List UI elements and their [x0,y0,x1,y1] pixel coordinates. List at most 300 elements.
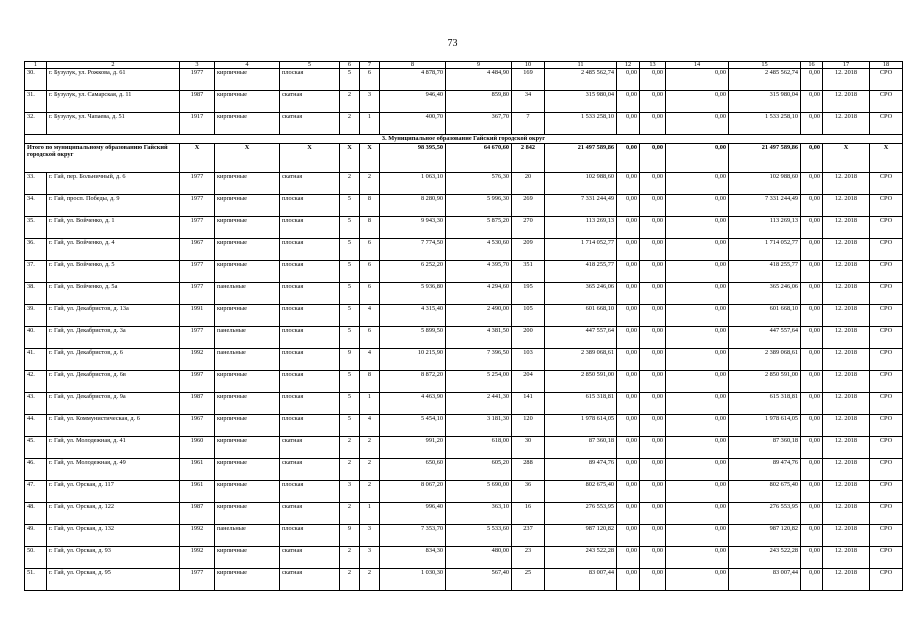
cell-sum: 1 978 614,05 [729,415,801,437]
column-number: 15 [729,62,801,69]
cell-wall: кирпичные [215,217,280,239]
cell-z1: 0,00 [617,569,640,591]
cell-p: 288 [512,459,545,481]
cell-due: 12. 2018 [823,261,870,283]
cell-n: 36. [25,239,47,261]
cell-year: 1997 [180,371,215,393]
cell-z3: 0,00 [666,91,729,113]
cell-a1: 8 067,20 [380,481,446,503]
cell-a2: 5 690,00 [446,481,512,503]
cell-z3: 0,00 [666,261,729,283]
cell-sum: 87 360,18 [729,437,801,459]
cell-z4: 0,00 [801,327,823,349]
cell-a2: 2 490,00 [446,305,512,327]
table-row [25,327,903,349]
cell-z2: 0,00 [640,371,666,393]
cell-n: 35. [25,217,47,239]
cell-op: СРО [870,283,903,305]
cell-addr: г. Бузулук, ул. Самарская, д. 11 [47,91,180,113]
cell-due: 12. 2018 [823,371,870,393]
cell-sum: 365 246,06 [729,283,801,305]
cell-a2: 567,40 [446,569,512,591]
cell-n: 43. [25,393,47,415]
cell-z1: 0,00 [617,261,640,283]
column-number: 11 [545,62,617,69]
cell-fl: 5 [340,195,360,217]
cell-addr: г. Гай, просп. Победы, д. 9 [47,195,180,217]
column-number: 3 [180,62,215,69]
cell-z1: 0,00 [617,327,640,349]
cell-op: СРО [870,415,903,437]
cell-fl: 9 [340,525,360,547]
cell-due: 12. 2018 [823,239,870,261]
cell-n: 31. [25,91,47,113]
cell-op: СРО [870,261,903,283]
cell-roof: плоская [280,415,340,437]
cell-op: СРО [870,195,903,217]
section-row [25,135,903,144]
cell-roof: скатная [280,569,340,591]
cell-fl: 5 [340,393,360,415]
column-number: 13 [640,62,666,69]
cell-year: 1992 [180,547,215,569]
cell-en: 2 [360,437,380,459]
cell-addr: г. Гай, ул. Войченко, д. 4 [47,239,180,261]
cell-wall: панельные [215,283,280,305]
cell-z3: 0,00 [666,113,729,135]
cell-p: 351 [512,261,545,283]
cell-a1: 8 280,90 [380,195,446,217]
cell-z4: 0,00 [801,459,823,481]
cell-p: 16 [512,503,545,525]
cell-fl: 2 [340,113,360,135]
cell-addr: г. Гай, ул. Коммунистическая, д. 6 [47,415,180,437]
table-row [25,217,903,239]
cell-fl: 5 [340,69,360,91]
cell-z4: 0,00 [801,437,823,459]
cell-cost: 7 331 244,49 [545,195,617,217]
cell-p: 237 [512,525,545,547]
cell-n: 40. [25,327,47,349]
cell-roof: скатная [280,113,340,135]
cell-z4: 0,00 [801,261,823,283]
cell-z4: 0,00 [801,283,823,305]
cell-a2: 4 294,60 [446,283,512,305]
cell-addr: г. Гай, ул. Декабристов, д. 3а [47,327,180,349]
cell-op: СРО [870,349,903,371]
cell-z1: 0,00 [617,525,640,547]
cell-z1: 0,00 [617,481,640,503]
cell-addr: г. Гай, ул. Войченко, д. 5а [47,283,180,305]
table-row [25,459,903,481]
cell-cost: 1 978 614,05 [545,415,617,437]
cell-z2: 0,00 [640,481,666,503]
cell-z4: 0,00 [801,569,823,591]
cell-z1: 0,00 [617,283,640,305]
cell-fl: 5 [340,305,360,327]
cell-sum: 315 980,04 [729,91,801,113]
cell-sum: 601 668,10 [729,305,801,327]
cell-a2: 7 396,50 [446,349,512,371]
cell-due: 12. 2018 [823,393,870,415]
cell-due: 12. 2018 [823,459,870,481]
cell-p: 169 [512,69,545,91]
cell-year: 1977 [180,569,215,591]
cell-op: СРО [870,91,903,113]
total-cell-x3: Х [280,144,340,173]
cell-n: 34. [25,195,47,217]
cell-n: 33. [25,173,47,195]
cell-n: 44. [25,415,47,437]
cell-year: 1977 [180,283,215,305]
cell-addr: г. Гай, ул. Молодежная, д. 49 [47,459,180,481]
cell-fl: 2 [340,437,360,459]
cell-en: 3 [360,547,380,569]
cell-z4: 0,00 [801,371,823,393]
cell-due: 12. 2018 [823,503,870,525]
cell-z2: 0,00 [640,569,666,591]
cell-op: СРО [870,217,903,239]
column-number: 9 [446,62,512,69]
total-cell-p: 2 842 [512,144,545,173]
cell-addr: г. Гай, ул. Декабристов, д. 9а [47,393,180,415]
cell-p: 270 [512,217,545,239]
cell-roof: плоская [280,525,340,547]
cell-sum: 243 522,28 [729,547,801,569]
cell-sum: 418 255,77 [729,261,801,283]
cell-cost: 2 485 562,74 [545,69,617,91]
cell-z4: 0,00 [801,393,823,415]
cell-z1: 0,00 [617,371,640,393]
total-label: Итого по муниципальному образованию Гайский городской округ [25,144,180,173]
cell-z3: 0,00 [666,437,729,459]
cell-en: 1 [360,503,380,525]
cell-year: 1977 [180,195,215,217]
cell-p: 195 [512,283,545,305]
cell-n: 37. [25,261,47,283]
cell-year: 1977 [180,327,215,349]
cell-op: СРО [870,481,903,503]
cell-z2: 0,00 [640,305,666,327]
cell-z3: 0,00 [666,327,729,349]
cell-roof: скатная [280,547,340,569]
cell-wall: кирпичные [215,481,280,503]
cell-p: 30 [512,437,545,459]
cell-en: 8 [360,371,380,393]
cell-a1: 7 353,70 [380,525,446,547]
cell-a2: 605,20 [446,459,512,481]
cell-sum: 802 675,40 [729,481,801,503]
cell-cost: 987 120,82 [545,525,617,547]
cell-due: 12. 2018 [823,283,870,305]
cell-op: СРО [870,437,903,459]
cell-z3: 0,00 [666,503,729,525]
cell-z2: 0,00 [640,503,666,525]
cell-a2: 363,10 [446,503,512,525]
cell-roof: скатная [280,503,340,525]
cell-roof: плоская [280,481,340,503]
cell-wall: кирпичные [215,503,280,525]
cell-en: 4 [360,415,380,437]
cell-year: 1992 [180,525,215,547]
cell-p: 209 [512,239,545,261]
cell-a1: 650,60 [380,459,446,481]
cell-op: СРО [870,459,903,481]
cell-z3: 0,00 [666,217,729,239]
cell-z4: 0,00 [801,481,823,503]
cell-z3: 0,00 [666,569,729,591]
cell-a1: 4 315,40 [380,305,446,327]
cell-cost: 315 980,04 [545,91,617,113]
cell-z2: 0,00 [640,69,666,91]
cell-fl: 2 [340,173,360,195]
cell-z4: 0,00 [801,547,823,569]
cell-z4: 0,00 [801,349,823,371]
cell-en: 2 [360,173,380,195]
cell-roof: плоская [280,371,340,393]
cell-a1: 834,30 [380,547,446,569]
table-row [25,481,903,503]
table-row [25,503,903,525]
cell-addr: г. Гай, пер. Больничный, д. 6 [47,173,180,195]
cell-a2: 4 530,60 [446,239,512,261]
cell-z4: 0,00 [801,113,823,135]
cell-n: 41. [25,349,47,371]
table-row [25,69,903,91]
cell-cost: 87 360,18 [545,437,617,459]
cell-z3: 0,00 [666,393,729,415]
column-number: 17 [823,62,870,69]
cell-z1: 0,00 [617,173,640,195]
cell-year: 1977 [180,173,215,195]
cell-z3: 0,00 [666,415,729,437]
cell-z2: 0,00 [640,525,666,547]
cell-z3: 0,00 [666,69,729,91]
cell-z3: 0,00 [666,525,729,547]
cell-n: 39. [25,305,47,327]
column-number: 16 [801,62,823,69]
cell-en: 2 [360,481,380,503]
cell-z3: 0,00 [666,305,729,327]
table-row [25,547,903,569]
cell-roof: плоская [280,349,340,371]
cell-due: 12. 2018 [823,349,870,371]
cell-fl: 2 [340,91,360,113]
cell-wall: панельные [215,327,280,349]
cell-roof: скатная [280,437,340,459]
cell-en: 4 [360,349,380,371]
cell-z3: 0,00 [666,371,729,393]
cell-a1: 1 030,30 [380,569,446,591]
cell-a1: 5 899,50 [380,327,446,349]
cell-cost: 243 522,28 [545,547,617,569]
cell-wall: кирпичные [215,239,280,261]
table-row [25,113,903,135]
cell-year: 1977 [180,261,215,283]
cell-addr: г. Гай, ул. Декабристов, д. 13а [47,305,180,327]
cell-p: 120 [512,415,545,437]
cell-cost: 615 318,81 [545,393,617,415]
cell-wall: панельные [215,525,280,547]
total-cell-a2: 64 670,60 [446,144,512,173]
cell-cost: 276 553,95 [545,503,617,525]
cell-year: 1967 [180,239,215,261]
cell-due: 12. 2018 [823,91,870,113]
total-cell-x4: Х [340,144,360,173]
cell-roof: скатная [280,173,340,195]
cell-a2: 4 381,50 [446,327,512,349]
cell-addr: г. Гай, ул. Молодежная, д. 41 [47,437,180,459]
cell-cost: 83 007,44 [545,569,617,591]
cell-p: 34 [512,91,545,113]
cell-op: СРО [870,569,903,591]
cell-z1: 0,00 [617,239,640,261]
cell-en: 4 [360,305,380,327]
cell-z2: 0,00 [640,415,666,437]
table-row [25,569,903,591]
cell-due: 12. 2018 [823,415,870,437]
column-number: 12 [617,62,640,69]
cell-fl: 5 [340,217,360,239]
column-number: 2 [47,62,180,69]
cell-a2: 2 441,30 [446,393,512,415]
cell-a1: 7 774,50 [380,239,446,261]
cell-due: 12. 2018 [823,173,870,195]
cell-n: 38. [25,283,47,305]
cell-addr: г. Гай, ул. Декабристов, д. 6в [47,371,180,393]
cell-p: 20 [512,173,545,195]
cell-roof: скатная [280,91,340,113]
cell-roof: плоская [280,217,340,239]
cell-year: 1992 [180,349,215,371]
cell-en: 1 [360,393,380,415]
cell-z1: 0,00 [617,459,640,481]
cell-roof: плоская [280,239,340,261]
cell-en: 8 [360,195,380,217]
cell-op: СРО [870,173,903,195]
table-row [25,261,903,283]
cell-wall: кирпичные [215,547,280,569]
cell-due: 12. 2018 [823,481,870,503]
cell-n: 32. [25,113,47,135]
cell-addr: г. Гай, ул. Орская, д. 93 [47,547,180,569]
total-cell-x6: Х [823,144,870,173]
cell-year: 1977 [180,69,215,91]
cell-wall: панельные [215,349,280,371]
cell-addr: г. Гай, ул. Войченко, д. 5 [47,261,180,283]
cell-cost: 2 389 068,61 [545,349,617,371]
cell-z4: 0,00 [801,305,823,327]
housing-repair-table [24,61,903,591]
cell-wall: кирпичные [215,371,280,393]
cell-n: 30. [25,69,47,91]
table-row [25,305,903,327]
cell-z3: 0,00 [666,349,729,371]
cell-op: СРО [870,113,903,135]
cell-due: 12. 2018 [823,437,870,459]
cell-roof: плоская [280,283,340,305]
cell-addr: г. Гай, ул. Орская, д. 117 [47,481,180,503]
total-cell-z3: 0,00 [666,144,729,173]
cell-roof: плоская [280,393,340,415]
cell-op: СРО [870,393,903,415]
cell-wall: кирпичные [215,173,280,195]
total-cell-sum: 21 497 589,86 [729,144,801,173]
column-number: 4 [215,62,280,69]
cell-p: 269 [512,195,545,217]
cell-fl: 5 [340,327,360,349]
cell-a1: 946,40 [380,91,446,113]
cell-z2: 0,00 [640,393,666,415]
cell-a1: 4 463,90 [380,393,446,415]
cell-en: 6 [360,69,380,91]
cell-p: 141 [512,393,545,415]
cell-a2: 859,80 [446,91,512,113]
cell-cost: 601 668,10 [545,305,617,327]
cell-en: 8 [360,217,380,239]
cell-z4: 0,00 [801,173,823,195]
cell-z4: 0,00 [801,69,823,91]
cell-a1: 996,40 [380,503,446,525]
page-number: 73 [447,38,458,49]
cell-sum: 447 557,64 [729,327,801,349]
cell-z1: 0,00 [617,195,640,217]
cell-n: 51. [25,569,47,591]
cell-op: СРО [870,69,903,91]
cell-addr: г. Бузулук, ул. Чапаева, д. 51 [47,113,180,135]
cell-fl: 9 [340,349,360,371]
cell-a1: 1 063,10 [380,173,446,195]
cell-a2: 5 996,30 [446,195,512,217]
cell-a2: 3 181,30 [446,415,512,437]
cell-sum: 1 714 052,77 [729,239,801,261]
cell-year: 1987 [180,91,215,113]
cell-z2: 0,00 [640,327,666,349]
cell-fl: 5 [340,371,360,393]
cell-cost: 365 246,06 [545,283,617,305]
cell-z2: 0,00 [640,217,666,239]
cell-z3: 0,00 [666,283,729,305]
table-row [25,283,903,305]
cell-p: 200 [512,327,545,349]
cell-a1: 4 878,70 [380,69,446,91]
cell-fl: 3 [340,481,360,503]
cell-fl: 5 [340,261,360,283]
cell-en: 3 [360,525,380,547]
cell-fl: 5 [340,283,360,305]
cell-sum: 89 474,76 [729,459,801,481]
cell-z1: 0,00 [617,217,640,239]
cell-roof: плоская [280,305,340,327]
total-cell-z2: 0,00 [640,144,666,173]
cell-z1: 0,00 [617,415,640,437]
cell-op: СРО [870,525,903,547]
cell-a2: 4 484,90 [446,69,512,91]
cell-fl: 2 [340,547,360,569]
section-title: 3. Муниципальное образование Гайский городской округ [25,135,903,144]
cell-a1: 9 943,30 [380,217,446,239]
cell-addr: г. Гай, ул. Войченко, д. 1 [47,217,180,239]
cell-en: 3 [360,91,380,113]
table-row [25,173,903,195]
table-row [25,91,903,113]
cell-a2: 4 395,70 [446,261,512,283]
cell-a1: 991,20 [380,437,446,459]
cell-due: 12. 2018 [823,327,870,349]
cell-wall: кирпичные [215,113,280,135]
column-number: 5 [280,62,340,69]
cell-fl: 2 [340,569,360,591]
